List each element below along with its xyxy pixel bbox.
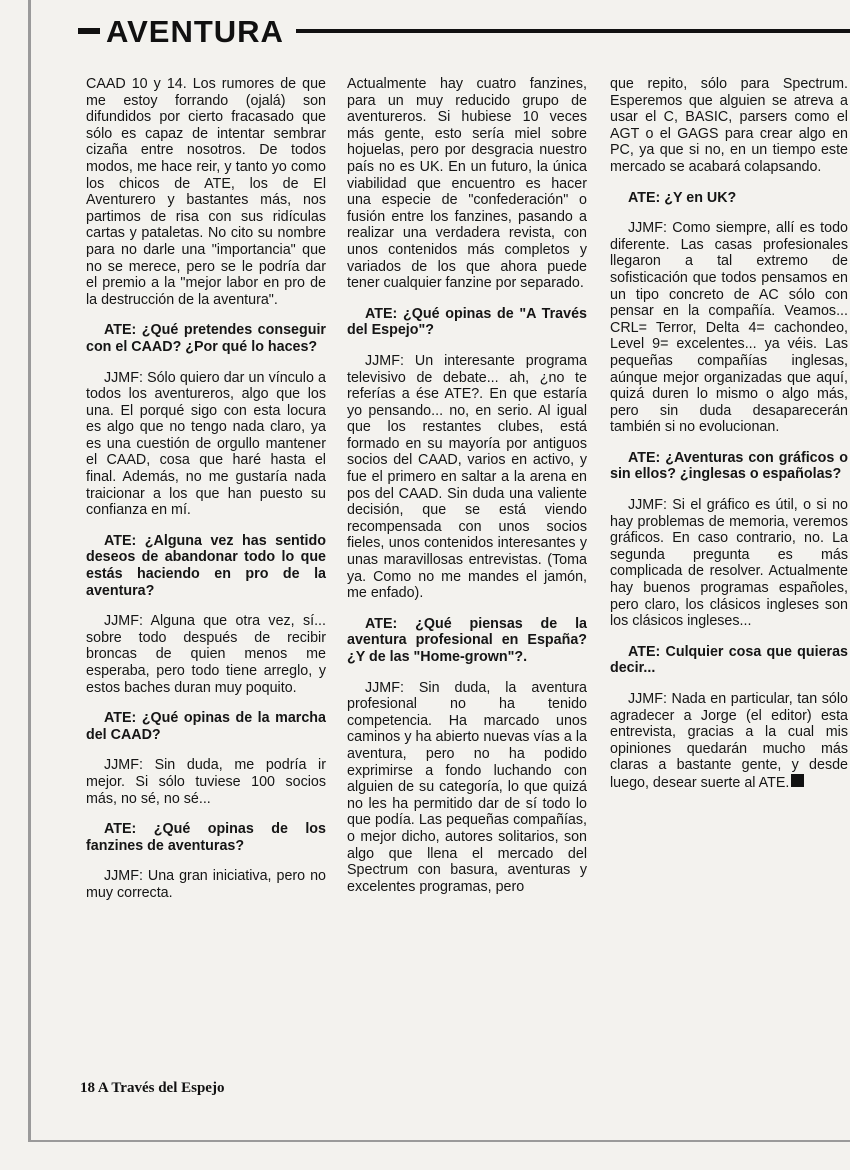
interview-question: ATE: ¿Qué opinas de los fanzines de aventuras? [86,821,326,854]
interview-question: ATE: ¿Qué pretendes conseguir con el CAAD? ¿Por qué lo haces? [86,322,326,355]
interview-question: ATE: ¿Y en UK? [628,189,737,206]
header-rule [296,29,850,33]
interview-paragraph: JJMF: Sin duda, me podría ir mejor. Si sólo tuviese 100 socios más, no sé, no sé... [86,757,326,807]
interview-question: ATE: ¿Qué opinas de "A Través del Espejo"? [347,305,587,339]
interview-question: ATE: ¿Qué piensas de la aventura profesional en España? ¿Y de las "Home-grown"?. [347,615,587,665]
text-column-3 [610,76,848,806]
interview-paragraph: JJMF: Alguna que otra vez, sí... sobre todo después de recibir broncas de quien menos me esperaba, pero todo tiene arreglo, y estos baches duran muy poquito. [86,613,326,696]
interview-paragraph: JJMF: Como siempre, allí es todo diferente. Las casas profesionales llegaron a tal extremo de sofisticación que todos pensamos en un tipo concreto de AC sólo con pensar en la compañía. Veamos... CRL= Terror, Delta 4= cachondeo, Level 9= excelentes... ya véis. Las pequeñas compañías inglesas, aúnque mejor organizadas que aquí, quizá duren lo mismo o algo más, pero sin duda desaparecerán también si no evolucionan. [610,220,848,436]
interview-paragraph: JJMF: Nada en particular, tan sólo agradecer a Jorge (el editor) esta entrevista, gracias a la cual mis opiniones quedarán mucho más claras a bastante gente, y desde luego, desear suerte al ATE. [610,691,848,791]
interview-question: ATE: ¿Alguna vez has sentido deseos de abandonar todo lo que estás haciendo en pro de la aventura? [86,532,326,599]
end-of-article-mark [791,774,804,787]
page-edge [28,1140,850,1142]
interview-paragraph: CAAD 10 y 14. Los rumores de que me estoy forrando (ojalá) son difundidos por cierto fracasado que sólo es capaz de intentar sembrar cizaña entre nosotros. De todos modos, me hace reir, y tanto yo como los chicos de ATE, los de El Aventurero y bastantes más, nos partimos de risa con sus ridículas cartas y pataletas. No cito su nombre para no darle una "importancia" que no se merece, pero se le podría dar el premio a la "mejor labor en pro de la destrucción de la aventura". [86,76,326,308]
text-column-2 [347,76,587,909]
interview-paragraph: JJMF: Si el gráfico es útil, o si no hay problemas de memoria, veremos gráficos. En caso contrario, no. La segunda pregunta es más complicada de resolver. Actualmente hay buenos programas españoles, pero claro, los clásicos ingleses son los clásicos ingleses... [610,497,848,630]
page-edge [28,0,31,1140]
interview-paragraph: JJMF: Sin duda, la aventura profesional no ha tenido competencia. Ha marcado unos caminos y ha abierto nuevas vías a la aventura, pero no ha podido exprimirse a fondo luchando con alguien de su categoría, lo que quizá no les ha permitido dar de sí todo lo que podía. Las pequeñas compañías, o mejor dicho, autores solitarios, son algo que llena el mercado del Spectrum con basura, aventuras y excelentes programas, pero [347,679,587,895]
interview-question: ATE: ¿Aventuras con gráficos o sin ellos? ¿inglesas o españolas? [610,449,848,483]
interview-paragraph: JJMF: Un interesante programa televisivo de debate... ah, ¿no te referías a ése ATE?. En que estaría yo pensando... no, en serio. Al igual que los restantes clubes, está formado en su mayoría por antiguos socios del CAAD, varios en activo, y fue el primero en saltar a la arena en pos del CAAD. Sin duda una valiente decisión, que se está viendo recompensada con unos socios fieles, unos contenidos interesantes y unas maravillosas entrevistas. (Toma ya. Como no me mandes el jamón, me enfado). [347,352,587,602]
interview-question: ATE: ¿Qué opinas de la marcha del CAAD? [86,710,326,743]
page-footer: 18 A Través del Espejo [80,1080,225,1096]
interview-paragraph: JJMF: Sólo quiero dar un vínculo a todos los aventureros, algo que los una. El porqué sigo con esta locura es algo que no tengo nada claro, ya es una cuestión de orgullo mantener el CAAD, cosa que haré hasta el final. Además, no me gustaría nada traicionar a los que han puesto su confianza en mí. [86,369,326,519]
interview-question: ATE: Culquier cosa que quieras decir... [610,643,848,677]
interview-paragraph: Actualmente hay cuatro fanzines, para un muy reducido grupo de aventureros. Si hubiese 10 veces más gente, esto sería miel sobre hojuelas, pero por desgracia nuestro país no es UK. En un futuro, la única viabilidad que encuentro es hacer una especie de "confederación" o fusión entre los fanzines, pasando a realizar una verdadera revista, con unos contenidos más completos y variados de los que ahora puede tener cualquier fanzine por separado. [347,76,587,292]
section-title: AVENTURA [106,13,284,49]
text-column-1 [86,76,326,916]
interview-paragraph: JJMF: Una gran iniciativa, pero no muy correcta. [86,868,326,901]
section-header [78,8,850,54]
interview-paragraph: que repito, sólo para Spectrum. Esperemos que alguien se atreva a usar el C, BASIC, parsers como el AGT o el GAGS para crear algo en PC, ya que si no, en un tiempo este mercado se acabará colapsando. [610,76,848,175]
header-dash [78,28,100,34]
